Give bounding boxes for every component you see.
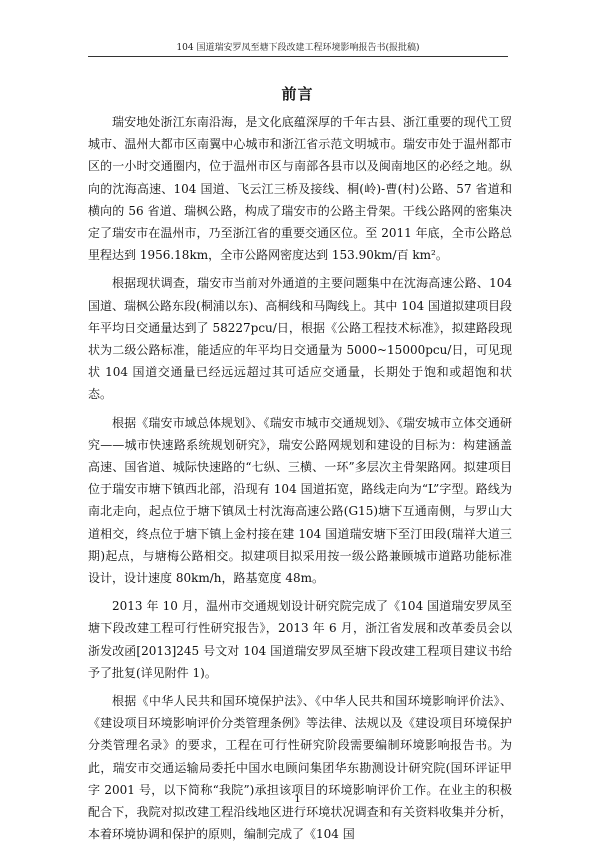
paragraph: 瑞安地处浙江东南沿海，是文化底蕴深厚的千年古县、浙江重要的现代工贸城市、温州大都市区南翼中心城市和浙江省示范文明城市。瑞安市处于温州都市区的一小时交通圈内，位于温州市区与南部各县市以及闽南地区的必经之地。纵向的沈海高速、104 国道、飞云江三桥及接线、桐(岭)-曹(村)公路、57 省道和横向的 56 省道、瑞枫公路，构成了瑞安市的公路主骨架。干线公路网的密集决定了瑞安市在温州市，乃至浙江省的重要交通区位。至 2011 年底，全市公路总里程达到 1956.18km，全市公路网密度达到 153.90km/百 km²。 bbox=[88, 115, 512, 263]
paragraph: 根据《瑞安市域总体规划》、《瑞安市城市交通规划》、《瑞安城市立体交通研究——城市快速路系统规划研究》，瑞安公路网规划和建设的目标为：构建涵盖高速、国省道、城际快速路的“七纵、三横、一环”多层次主骨架路网。拟建项目位于瑞安市塘下镇西北部，沿现有 104 国道拓宽，路线走向为“L”字型。路线为南北走向，起点位于塘下镇凤士村沈海高速公路(G15)塘下互通南侧，与罗山大道相交，终点位于塘下镇上金村接在建 104 国道瑞安塘下至汀田段(瑞祥大道三期)起点，与塘梅公路相交。拟建项目拟采用按一级公路兼顾城市道路功能标准设计，设计速度 80km/h，路基宽度 48m。 bbox=[88, 415, 512, 586]
body-text bbox=[88, 111, 512, 852]
page-number: 1 bbox=[294, 794, 301, 805]
paragraph: 2013 年 10 月，温州市交通规划设计研究院完成了《104 国道瑞安罗凤至塘下段改建工程可行性研究报告》，2013 年 6 月，浙江省发展和改革委员会以浙发改函[2013]245 号文对 104 国道瑞安罗凤至塘下段改建工程项目建议书给予了批复(详见附件 1)。 bbox=[88, 599, 512, 680]
header-divider bbox=[88, 56, 508, 57]
running-header: 104 国道瑞安罗凤至塘下段改建工程环境影响报告书(报批稿) bbox=[176, 43, 420, 53]
paragraph: 根据现状调查，瑞安市当前对外通道的主要问题集中在沈海高速公路、104 国道、瑞枫公路东段(桐浦以东)、高桐线和马陶线上。其中 104 国道拟建项目段年平均日交通量达到了 58227pcu/日，根据《公路工程技术标准》，拟建路段现状为二级公路标准，能适应的年平均日交通量为 5000~15000pcu/日，可见现状 104 国道交通量已经远远超过其可适应交通量，长期处于饱和或超饱和状态。 bbox=[88, 276, 512, 402]
paragraph: 根据《中华人民共和国环境保护法》、《中华人民共和国环境影响评价法》、《建设项目环境影响评价分类管理条例》等法律、法规以及《建设项目环境保护分类管理名录》的要求，工程在可行性研究阶段需要编制环境影响报告书。为此，瑞安市交通运输局委托中国水电顾问集团华东勘测设计研究院(国环评证甲字 2001 号，以下简称“我院”)承担该项目的环境影响评价工作。在业主的积极配合下，我院对拟改建工程沿线地区进行环境状况调查和有关资料收集并分析，本着环境协调和保护的原则，编制完成了《104 国 bbox=[88, 694, 512, 842]
section-title: 前言 bbox=[281, 85, 314, 103]
